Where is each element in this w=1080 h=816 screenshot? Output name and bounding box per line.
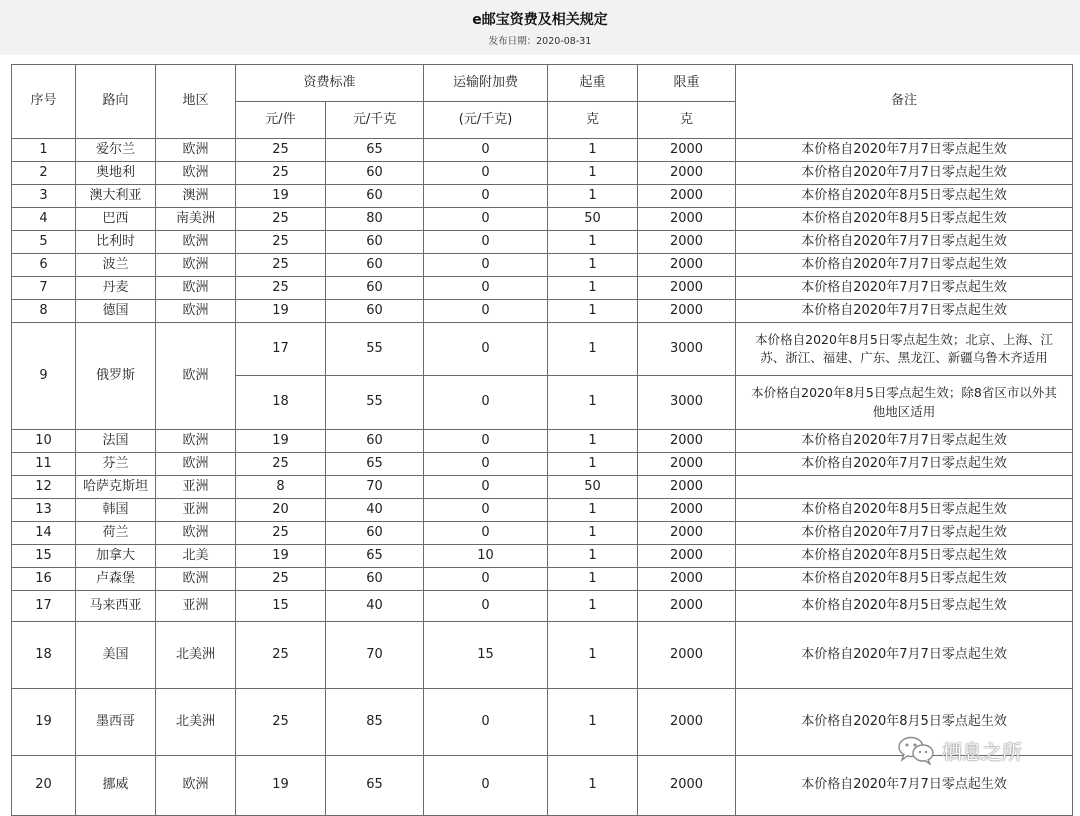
cell-region: 欧洲	[156, 162, 236, 185]
table-row	[12, 208, 1073, 231]
cell-surcharge: 0	[424, 254, 548, 277]
watermark-text: 栖息之所	[942, 739, 1022, 764]
cell-min: 1	[548, 453, 638, 476]
cell-region: 北美洲	[156, 689, 236, 756]
document-title: e邮宝资费及相关规定	[472, 12, 608, 28]
table-row	[12, 300, 1073, 323]
cell-surcharge: 0	[424, 300, 548, 323]
cell-no: 1	[12, 139, 76, 162]
cell-min: 1	[548, 300, 638, 323]
cell-min: 1	[548, 568, 638, 591]
cell-per-kg: 55	[326, 376, 424, 430]
table-row	[12, 139, 1073, 162]
cell-no: 20	[12, 756, 76, 816]
cell-note: 本价格自2020年8月5日零点起生效	[736, 591, 1073, 622]
cell-min: 1	[548, 545, 638, 568]
cell-per-kg: 65	[326, 139, 424, 162]
cell-no: 3	[12, 185, 76, 208]
cell-route: 法国	[76, 430, 156, 453]
cell-per-item: 25	[236, 231, 326, 254]
table-row	[12, 430, 1073, 453]
cell-max: 2000	[638, 622, 736, 689]
cell-per-item: 25	[236, 277, 326, 300]
cell-max: 2000	[638, 689, 736, 756]
cell-note: 本价格自2020年8月5日零点起生效	[736, 545, 1073, 568]
table-row	[12, 323, 1073, 376]
cell-route: 爱尔兰	[76, 139, 156, 162]
header-surcharge: 运输附加费	[424, 65, 548, 102]
cell-surcharge: 0	[424, 689, 548, 756]
cell-surcharge: 0	[424, 756, 548, 816]
cell-surcharge: 0	[424, 277, 548, 300]
cell-max: 2000	[638, 522, 736, 545]
cell-per-kg: 60	[326, 231, 424, 254]
cell-region: 南美洲	[156, 208, 236, 231]
cell-route: 哈萨克斯坦	[76, 476, 156, 499]
cell-per-kg: 80	[326, 208, 424, 231]
cell-min: 50	[548, 476, 638, 499]
cell-per-item: 20	[236, 499, 326, 522]
cell-max: 2000	[638, 499, 736, 522]
cell-per-kg: 40	[326, 591, 424, 622]
cell-note: 本价格自2020年7月7日零点起生效	[736, 522, 1073, 545]
cell-route: 比利时	[76, 231, 156, 254]
cell-no: 14	[12, 522, 76, 545]
cell-per-kg: 60	[326, 430, 424, 453]
cell-per-kg: 60	[326, 162, 424, 185]
cell-per-item: 25	[236, 622, 326, 689]
cell-per-item: 19	[236, 185, 326, 208]
note-line: 苏、浙江、福建、广东、黑龙江、新疆乌鲁木齐适用	[760, 350, 1048, 365]
cell-no: 18	[12, 622, 76, 689]
cell-route: 韩国	[76, 499, 156, 522]
cell-min: 1	[548, 756, 638, 816]
cell-per-kg: 70	[326, 476, 424, 499]
header-row	[12, 65, 1073, 102]
cell-per-item: 25	[236, 208, 326, 231]
cell-note	[736, 323, 1073, 376]
header-remarks: 备注	[736, 65, 1073, 139]
cell-region: 亚洲	[156, 499, 236, 522]
cell-max: 2000	[638, 139, 736, 162]
cell-note: 本价格自2020年8月5日零点起生效	[736, 499, 1073, 522]
table-row	[12, 277, 1073, 300]
cell-surcharge: 0	[424, 453, 548, 476]
cell-surcharge: 0	[424, 208, 548, 231]
cell-region: 欧洲	[156, 300, 236, 323]
cell-region: 欧洲	[156, 323, 236, 430]
watermark	[896, 733, 1066, 767]
cell-region: 澳洲	[156, 185, 236, 208]
cell-region: 欧洲	[156, 453, 236, 476]
cell-max: 2000	[638, 545, 736, 568]
cell-min: 1	[548, 430, 638, 453]
cell-route: 波兰	[76, 254, 156, 277]
header-min-weight: 起重	[548, 65, 638, 102]
cell-min: 1	[548, 522, 638, 545]
cell-note: 本价格自2020年7月7日零点起生效	[736, 756, 1073, 816]
cell-no: 16	[12, 568, 76, 591]
cell-region: 欧洲	[156, 277, 236, 300]
cell-region: 亚洲	[156, 591, 236, 622]
cell-per-item: 15	[236, 591, 326, 622]
cell-region: 欧洲	[156, 139, 236, 162]
cell-note	[736, 376, 1073, 430]
cell-max: 2000	[638, 208, 736, 231]
cell-route: 墨西哥	[76, 689, 156, 756]
note-line: 本价格自2020年8月5日零点起生效；北京、上海、江	[755, 331, 1053, 347]
cell-route: 马来西亚	[76, 591, 156, 622]
cell-max: 2000	[638, 591, 736, 622]
document-header	[0, 0, 1080, 55]
cell-surcharge: 0	[424, 231, 548, 254]
cell-per-item: 19	[236, 545, 326, 568]
cell-route: 丹麦	[76, 277, 156, 300]
cell-max: 2000	[638, 476, 736, 499]
cell-per-item: 19	[236, 756, 326, 816]
cell-max: 3000	[638, 323, 736, 376]
header-no: 序号	[12, 65, 76, 139]
cell-max: 2000	[638, 231, 736, 254]
cell-per-item: 19	[236, 300, 326, 323]
note-line: 本价格自2020年8月5日零点起生效；除8省区市以外其	[751, 385, 1057, 401]
cell-per-item: 25	[236, 689, 326, 756]
cell-surcharge: 0	[424, 185, 548, 208]
cell-note	[736, 476, 1073, 499]
cell-no: 11	[12, 453, 76, 476]
cell-per-kg: 60	[326, 300, 424, 323]
wechat-logo-icon	[896, 735, 936, 765]
cell-route: 德国	[76, 300, 156, 323]
cell-region: 欧洲	[156, 231, 236, 254]
cell-region: 欧洲	[156, 756, 236, 816]
header-region: 地区	[156, 65, 236, 139]
cell-max: 2000	[638, 756, 736, 816]
header-max-weight: 限重	[638, 65, 736, 102]
cell-surcharge: 0	[424, 591, 548, 622]
cell-per-item: 8	[236, 476, 326, 499]
cell-min: 1	[548, 185, 638, 208]
cell-no: 19	[12, 689, 76, 756]
cell-max: 2000	[638, 300, 736, 323]
header-route: 路向	[76, 65, 156, 139]
cell-per-kg: 70	[326, 622, 424, 689]
cell-note: 本价格自2020年7月7日零点起生效	[736, 162, 1073, 185]
cell-surcharge: 0	[424, 522, 548, 545]
cell-route: 加拿大	[76, 545, 156, 568]
cell-per-kg: 60	[326, 185, 424, 208]
cell-note: 本价格自2020年8月5日零点起生效	[736, 689, 1073, 756]
cell-surcharge: 0	[424, 499, 548, 522]
cell-region: 亚洲	[156, 476, 236, 499]
table-row	[12, 622, 1073, 689]
cell-max: 2000	[638, 277, 736, 300]
cell-note: 本价格自2020年7月7日零点起生效	[736, 453, 1073, 476]
cell-no: 15	[12, 545, 76, 568]
cell-min: 1	[548, 622, 638, 689]
cell-surcharge: 10	[424, 545, 548, 568]
cell-route: 卢森堡	[76, 568, 156, 591]
cell-no: 6	[12, 254, 76, 277]
cell-note: 本价格自2020年7月7日零点起生效	[736, 300, 1073, 323]
header-per-item: 元/件	[236, 102, 326, 139]
cell-route: 俄罗斯	[76, 323, 156, 430]
cell-per-item: 25	[236, 522, 326, 545]
cell-region: 欧洲	[156, 430, 236, 453]
cell-per-item: 18	[236, 376, 326, 430]
cell-per-kg: 65	[326, 453, 424, 476]
cell-note: 本价格自2020年8月5日零点起生效	[736, 568, 1073, 591]
cell-region: 北美洲	[156, 622, 236, 689]
cell-route: 美国	[76, 622, 156, 689]
cell-max: 3000	[638, 376, 736, 430]
cell-max: 2000	[638, 453, 736, 476]
table-row	[12, 231, 1073, 254]
table-row	[12, 254, 1073, 277]
table-row	[12, 591, 1073, 622]
cell-min: 1	[548, 376, 638, 430]
cell-per-kg: 60	[326, 277, 424, 300]
cell-surcharge: 0	[424, 430, 548, 453]
cell-no: 10	[12, 430, 76, 453]
cell-note: 本价格自2020年7月7日零点起生效	[736, 430, 1073, 453]
cell-per-item: 25	[236, 453, 326, 476]
cell-surcharge: 0	[424, 568, 548, 591]
cell-min: 1	[548, 254, 638, 277]
cell-note: 本价格自2020年7月7日零点起生效	[736, 139, 1073, 162]
cell-surcharge: 0	[424, 139, 548, 162]
cell-max: 2000	[638, 254, 736, 277]
cell-note: 本价格自2020年8月5日零点起生效	[736, 208, 1073, 231]
cell-per-item: 25	[236, 568, 326, 591]
cell-route: 巴西	[76, 208, 156, 231]
table-row	[12, 453, 1073, 476]
cell-region: 欧洲	[156, 254, 236, 277]
cell-route: 荷兰	[76, 522, 156, 545]
cell-surcharge: 0	[424, 323, 548, 376]
cell-route: 挪威	[76, 756, 156, 816]
header-max-unit: 克	[638, 102, 736, 139]
header-per-kg: 元/千克	[326, 102, 424, 139]
cell-min: 1	[548, 277, 638, 300]
cell-per-kg: 55	[326, 323, 424, 376]
cell-per-kg: 60	[326, 254, 424, 277]
header-min-unit: 克	[548, 102, 638, 139]
table-row	[12, 162, 1073, 185]
cell-note: 本价格自2020年7月7日零点起生效	[736, 277, 1073, 300]
cell-per-item: 17	[236, 323, 326, 376]
table-row	[12, 568, 1073, 591]
cell-min: 1	[548, 591, 638, 622]
cell-per-item: 25	[236, 162, 326, 185]
cell-per-kg: 60	[326, 522, 424, 545]
table-row	[12, 545, 1073, 568]
cell-min: 1	[548, 499, 638, 522]
cell-max: 2000	[638, 568, 736, 591]
table-row	[12, 522, 1073, 545]
cell-max: 2000	[638, 162, 736, 185]
cell-note: 本价格自2020年7月7日零点起生效	[736, 622, 1073, 689]
cell-min: 1	[548, 231, 638, 254]
cell-no: 2	[12, 162, 76, 185]
cell-min: 1	[548, 323, 638, 376]
cell-route: 芬兰	[76, 453, 156, 476]
cell-per-item: 19	[236, 430, 326, 453]
cell-no: 4	[12, 208, 76, 231]
cell-no: 13	[12, 499, 76, 522]
cell-per-item: 25	[236, 139, 326, 162]
note-line: 他地区适用	[872, 403, 936, 419]
table-row	[12, 499, 1073, 522]
cell-region: 欧洲	[156, 568, 236, 591]
cell-no: 17	[12, 591, 76, 622]
cell-no: 12	[12, 476, 76, 499]
cell-surcharge: 0	[424, 162, 548, 185]
cell-surcharge: 15	[424, 622, 548, 689]
cell-per-kg: 65	[326, 545, 424, 568]
cell-no: 7	[12, 277, 76, 300]
cell-per-kg: 60	[326, 568, 424, 591]
cell-max: 2000	[638, 185, 736, 208]
cell-note: 本价格自2020年8月5日零点起生效	[736, 185, 1073, 208]
cell-min: 50	[548, 208, 638, 231]
cell-no: 9	[12, 323, 76, 430]
cell-per-kg: 40	[326, 499, 424, 522]
header-surcharge-unit: (元/千克)	[424, 102, 548, 139]
cell-region: 北美	[156, 545, 236, 568]
cell-route: 奥地利	[76, 162, 156, 185]
cell-no: 8	[12, 300, 76, 323]
cell-per-kg: 85	[326, 689, 424, 756]
cell-region: 欧洲	[156, 522, 236, 545]
table-row	[12, 185, 1073, 208]
cell-min: 1	[548, 689, 638, 756]
cell-route: 澳大利亚	[76, 185, 156, 208]
cell-surcharge: 0	[424, 476, 548, 499]
cell-no: 5	[12, 231, 76, 254]
cell-note: 本价格自2020年7月7日零点起生效	[736, 254, 1073, 277]
cell-per-kg: 65	[326, 756, 424, 816]
cell-min: 1	[548, 162, 638, 185]
cell-min: 1	[548, 139, 638, 162]
publish-date: 发布日期：2020-08-31	[488, 36, 592, 47]
cell-surcharge: 0	[424, 376, 548, 430]
header-fee-standard: 资费标准	[236, 65, 424, 102]
cell-note: 本价格自2020年7月7日零点起生效	[736, 231, 1073, 254]
cell-per-item: 25	[236, 254, 326, 277]
rate-table	[11, 64, 1073, 816]
table-row	[12, 476, 1073, 499]
cell-max: 2000	[638, 430, 736, 453]
